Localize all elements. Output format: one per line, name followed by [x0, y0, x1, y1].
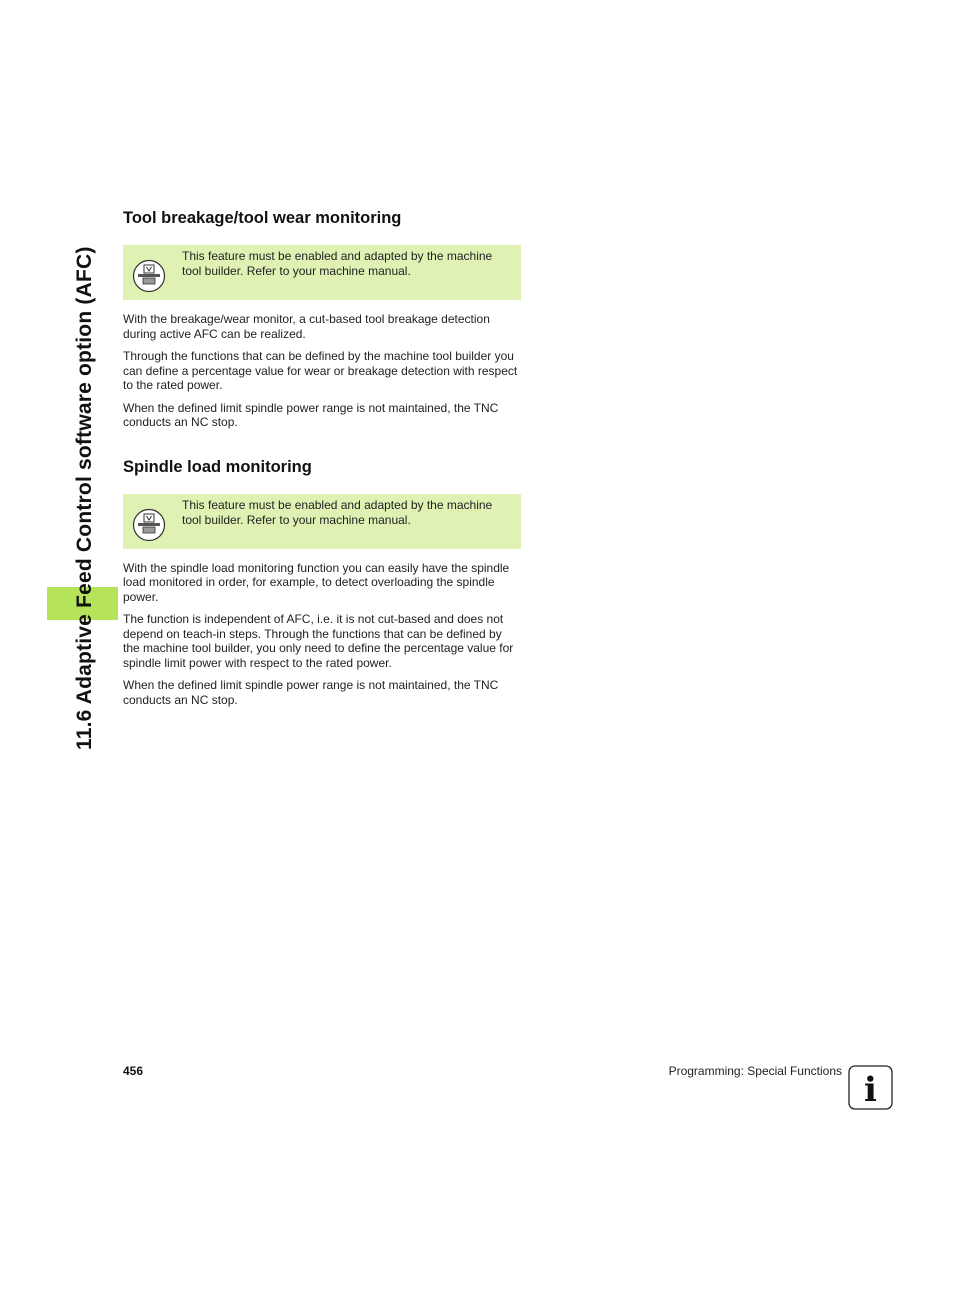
paragraph: The function is independent of AFC, i.e. it is not cut-based and does not depend on teach-in steps. Through the functions that can be defined by the machine tool builder, you only need to define the percentage value for spindle limit power with respect to the rated power. — [123, 612, 514, 670]
page-number: 456 — [123, 1064, 144, 1078]
paragraph: Through the functions that can be defined by the machine tool builder you can define a percentage value for wear or breakage detection with respect to the rated power. — [123, 349, 518, 392]
info-icon — [848, 1065, 893, 1110]
machine-tool-icon — [132, 508, 166, 542]
machine-note-text: This feature must be enabled and adapted by the machine tool builder. Refer to your machine manual. — [182, 497, 493, 527]
paragraph: With the spindle load monitoring function you can easily have the spindle load monitored in order, for example, to detect overloading the spindle power. — [123, 560, 510, 604]
paragraph: With the breakage/wear monitor, a cut-based tool breakage detection during active AFC can be realized. — [123, 312, 490, 341]
footer-chapter-title: Programming: Special Functions — [668, 1064, 842, 1078]
machine-note-box — [123, 494, 521, 549]
chapter-side-title: 11.6 Adaptive Feed Control software option (AFC) — [73, 246, 96, 750]
section-heading-spindle-load: Spindle load monitoring — [123, 457, 312, 476]
machine-note-box — [123, 245, 521, 300]
machine-note-text: This feature must be enabled and adapted by the machine tool builder. Refer to your machine manual. — [182, 249, 493, 278]
section-heading-tool-breakage: Tool breakage/tool wear monitoring — [123, 209, 402, 227]
paragraph: When the defined limit spindle power range is not maintained, the TNC conducts an NC stop. — [123, 400, 499, 429]
page-content — [123, 205, 521, 715]
info-glyph: i — [864, 1070, 877, 1110]
paragraph: When the defined limit spindle power range is not maintained, the TNC conducts an NC stop. — [123, 678, 499, 707]
machine-tool-icon — [132, 259, 166, 293]
